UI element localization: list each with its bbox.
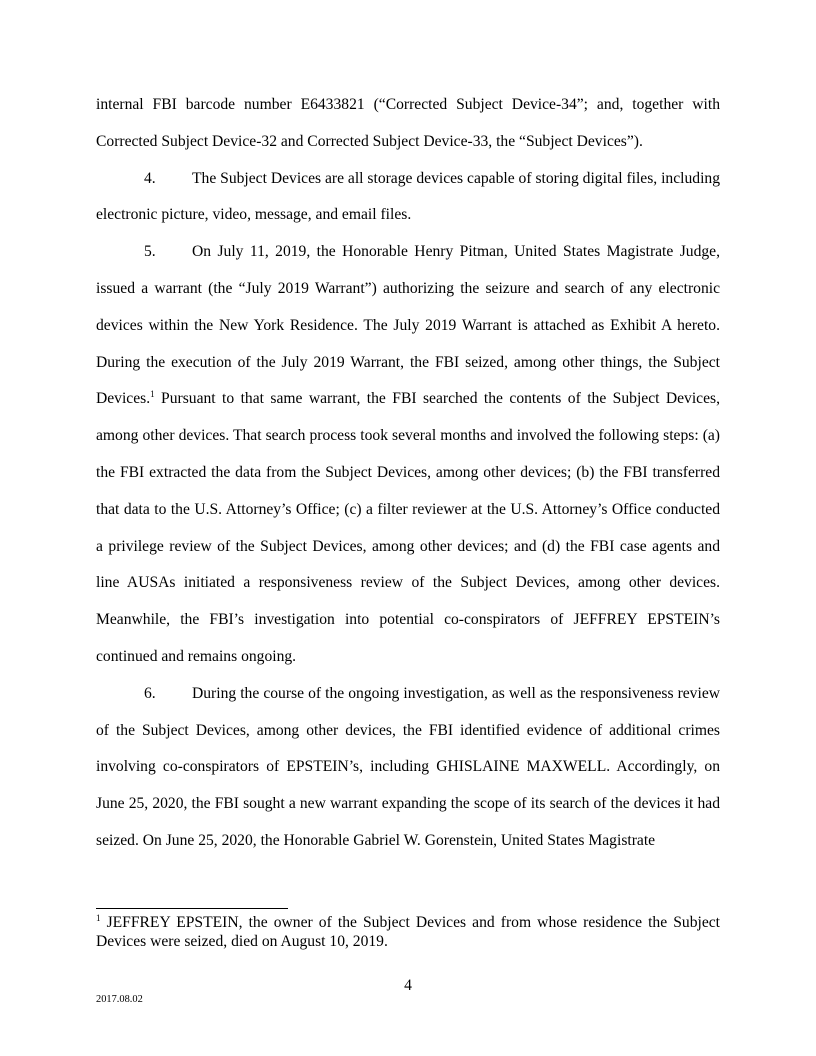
footnote-divider	[96, 908, 288, 909]
paragraph-text-continued: Pursuant to that same warrant, the FBI searched the contents of the Subject Devices, among other devices. That search process took several months and involved the following steps: (a) the FBI extracted the data from the Subject Devices, among other devices; (b) the FBI transferred that data to the U.S. Attorney’s Office; (c) a filter reviewer at the U.S. Attorney’s Office conducted a privilege review of the Subject Devices, among other devices; and (d) the FBI case agents and line AUSAs initiated a responsiveness review of the Subject Devices, among other devices. Meanwhile, the FBI’s investigation into potential co-conspirators of JEFFREY EPSTEIN’s continued and remains ongoing.	[96, 390, 720, 665]
paragraph-continued: internal FBI barcode number E6433821 (“Corrected Subject Device-34”; and, together with Corrected Subject Device-32 and Corrected Subject Device-33, the “Subject Devices”).	[96, 96, 720, 150]
paragraph-4	[96, 161, 720, 235]
paragraph-number: 6.	[144, 684, 156, 702]
paragraph-5	[96, 234, 720, 676]
paragraph-number: 5.	[144, 243, 156, 261]
paragraph-6	[96, 676, 720, 860]
paragraph-text: On July 11, 2019, the Honorable Henry Pitman, United States Magistrate Judge, issued a warrant (the “July 2019 Warrant”) authorizing the seizure and search of any electronic devices within the New York Residence. The July 2019 Warrant is attached as Exhibit A hereto. During the execution of the July 2019 Warrant, the FBI seized, among other things, the Subject Devices.	[96, 243, 720, 408]
document-body	[96, 87, 720, 860]
paragraph-text: During the course of the ongoing investigation, as well as the responsiveness review of the Subject Devices, among other devices, the FBI identified evidence of additional crimes involving co-conspirators of EPSTEIN’s, including GHISLAINE MAXWELL. Accordingly, on June 25, 2020, the FBI sought a new warrant expanding the scope of its search of the devices it had seized. On June 25, 2020, the Honorable Gabriel W. Gorenstein, United States Magistrate	[96, 684, 720, 849]
page-number: 4	[404, 977, 412, 994]
footnote-text: JEFFREY EPSTEIN, the owner of the Subject Devices and from whose residence the Subject Devices were seized, died on August 10, 2019.	[96, 914, 720, 950]
footnote-reference[interactable]: 1	[150, 389, 155, 400]
footnote-marker: 1	[96, 913, 101, 923]
paragraph-text: The Subject Devices are all storage devices capable of storing digital files, including electronic picture, video, message, and email files.	[96, 169, 720, 224]
document-code: 2017.08.02	[96, 994, 143, 1005]
footnote	[96, 914, 720, 951]
paragraph-number: 4.	[144, 169, 156, 187]
